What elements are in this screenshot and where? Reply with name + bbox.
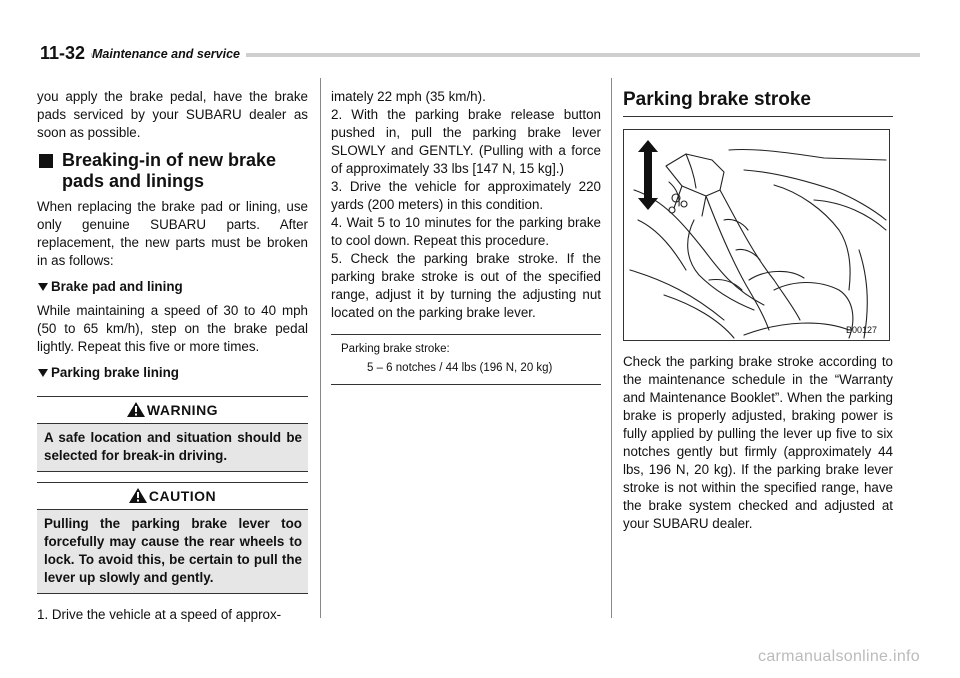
caution-box	[37, 482, 308, 594]
section-paragraph: When replacing the brake pad or lining, use only genuine SUBARU parts. After replacement, the new parts must be broken in as follows:	[37, 199, 308, 268]
spec-value: 5 – 6 notches / 44 lbs (196 N, 20 kg)	[367, 362, 553, 374]
warning-box	[37, 396, 308, 472]
spec-label: Parking brake stroke:	[341, 343, 450, 355]
up-down-arrow-icon	[638, 140, 658, 210]
square-bullet-icon	[39, 154, 53, 168]
caution-header: CAUTION	[37, 483, 308, 510]
brake-pad-paragraph: While maintaining a speed of 30 to 40 mph (50 to 65 km/h), step on the brake pedal lightly. Repeat this five or more times.	[37, 303, 308, 354]
subheading-parking-lining: Parking brake lining	[37, 364, 308, 382]
figure-id: B00127	[845, 325, 877, 335]
warning-text: A safe location and situation should be selected for break-in driving.	[37, 424, 308, 471]
warning-header: WARNING	[37, 397, 308, 424]
triangle-bullet-icon	[38, 283, 48, 291]
column-1	[37, 88, 308, 624]
step-4: 4. Wait 5 to 10 minutes for the parking brake to cool down. Repeat this procedure.	[331, 215, 601, 248]
step-2: 2. With the parking brake release button pushed in, pull the parking brake lever SLOWLY and GENTLY. (Pulling with a force of approximately 33 lbs [147 N, 15 kg].)	[331, 107, 601, 176]
step-5: 5. Check the parking brake stroke. If the parking brake stroke is out of the specified range, adjust it by turning the adjusting nut located on the parking brake lever.	[331, 251, 601, 320]
step-1-start: 1. Drive the vehicle at a speed of approx-	[37, 607, 282, 622]
column-2	[331, 88, 601, 385]
intro-paragraph: you apply the brake pedal, have the brake pads serviced by your SUBARU dealer as soon as possible.	[37, 89, 308, 140]
column-divider-1	[320, 78, 321, 618]
chapter-title: Maintenance and service	[92, 46, 246, 62]
column-divider-2	[611, 78, 612, 618]
warning-triangle-icon	[127, 402, 145, 417]
caution-text: Pulling the parking brake lever too forcefully may cause the rear wheels to lock. To avoid this, be certain to pull the lever up slowly and gently.	[37, 510, 308, 593]
section-title-parking-stroke: Parking brake stroke	[623, 88, 893, 117]
subheading-brake-pad: Brake pad and lining	[37, 278, 308, 296]
parking-brake-lever-illustration	[624, 130, 889, 340]
step-1-end: imately 22 mph (35 km/h).	[331, 89, 486, 104]
parking-brake-figure	[623, 129, 890, 341]
step-3: 3. Drive the vehicle for approximately 220 yards (200 meters) in this condition.	[331, 179, 601, 212]
triangle-bullet-icon	[38, 369, 48, 377]
page-number: 11-32	[40, 44, 91, 62]
page-header	[40, 44, 920, 62]
site-watermark: carmanualsonline.info	[758, 648, 920, 665]
caution-triangle-icon	[129, 488, 147, 503]
section-heading-break-in: Breaking-in of new brake pads and linings	[37, 150, 308, 192]
stroke-paragraph: Check the parking brake stroke according to the maintenance schedule in the “Warranty and Maintenance Booklet”. When the parking brake is properly adjusted, braking power is fully applied by pulling the lever up five to six notches gently but firmly (approximately 44 lbs, 196 N, 20 kg). If the parking brake lever stroke is not within the specified range, have the brake system checked and adjusted at your SUBARU dealer.	[623, 354, 893, 531]
spec-box	[331, 334, 601, 385]
column-3	[623, 88, 893, 533]
